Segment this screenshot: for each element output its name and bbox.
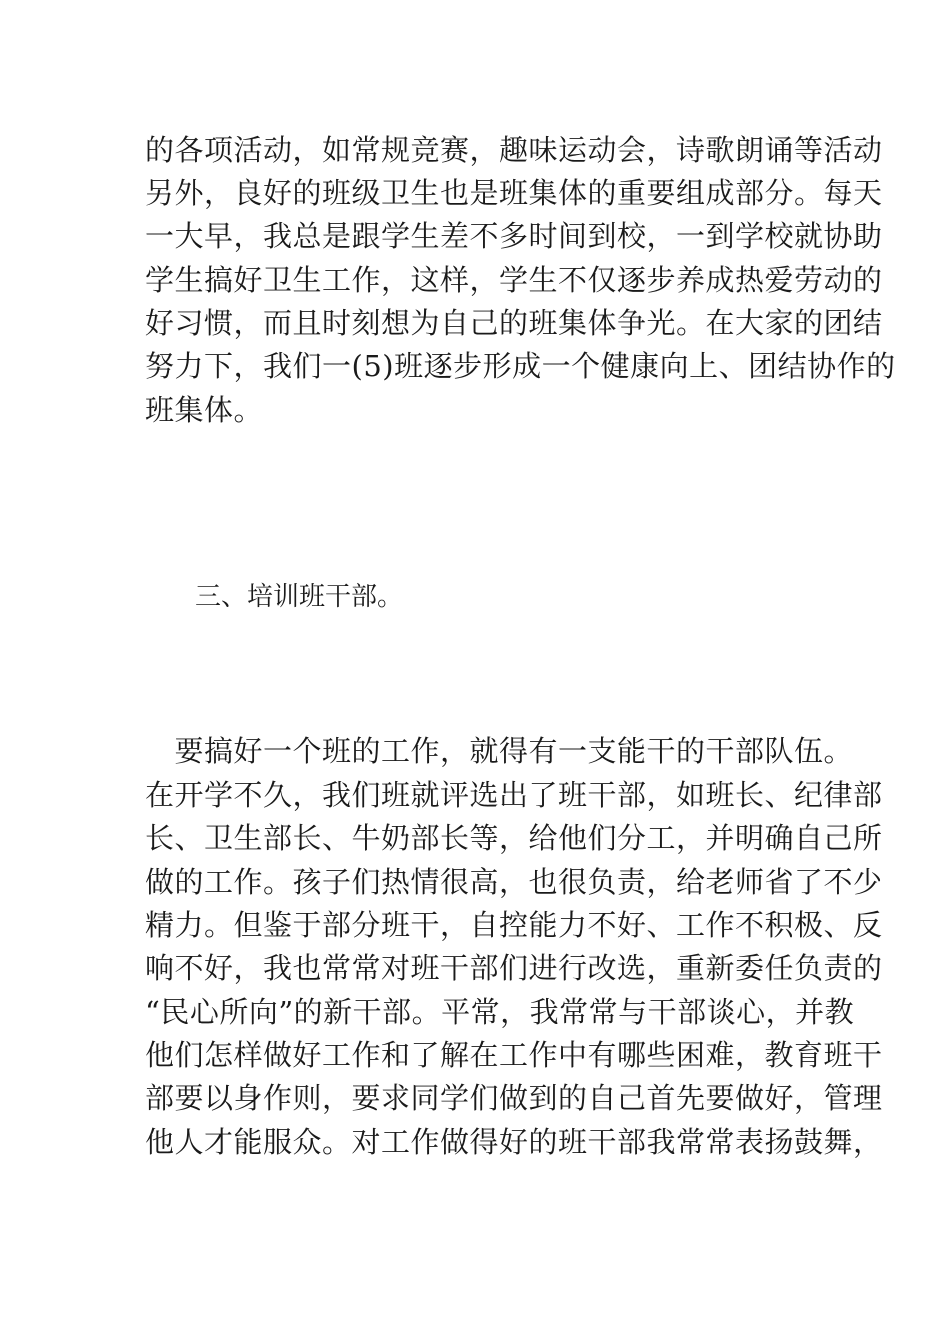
- paragraph-1-line-1: 的各项活动，如常规竞赛，趣味运动会，诗歌朗诵等活动: [145, 133, 883, 167]
- paragraph-2-line-10: 他人才能服众。对工作做得好的班干部我常常表扬鼓舞，: [145, 1125, 883, 1159]
- paragraph-1-line-4: 学生搞好卫生工作，这样，学生不仅逐步养成热爱劳动的: [145, 263, 883, 297]
- paragraph-1-line-3: 一大早，我总是跟学生差不多时间到校，一到学校就协助: [145, 219, 883, 253]
- paragraph-2-line-5: 精力。但鉴于部分班干，自控能力不好、工作不积极、反: [145, 908, 883, 942]
- paragraph-2-line-3: 长、卫生部长、牛奶部长等，给他们分工，并明确自己所: [145, 821, 883, 855]
- paragraph-1-line-7: 班集体。: [145, 393, 264, 427]
- paragraph-1-line-5: 好习惯，而且时刻想为自己的班集体争光。在大家的团结: [145, 306, 883, 340]
- paragraph-2-line-4: 做的工作。孩子们热情很高，也很负责，给老师省了不少: [145, 865, 883, 899]
- paragraph-1-line-2: 另外，良好的班级卫生也是班集体的重要组成部分。每天: [145, 176, 883, 210]
- paragraph-2-line-9: 部要以身作则，要求同学们做到的自己首先要做好，管理: [145, 1081, 883, 1115]
- paragraph-2-line-7: “民心所向”的新干部。平常，我常常与干部谈心，并教: [145, 995, 855, 1029]
- paragraph-1-line-6: 努力下，我们一(5)班逐步形成一个健康向上、团结协作的: [145, 349, 896, 383]
- paragraph-2-line-1: 要搞好一个班的工作，就得有一支能干的干部队伍。: [145, 734, 854, 768]
- paragraph-2-line-8: 他们怎样做好工作和了解在工作中有哪些困难，教育班干: [145, 1038, 883, 1072]
- paragraph-2-line-2: 在开学不久，我们班就评选出了班干部，如班长、纪律部: [145, 778, 883, 812]
- paragraph-2-line-6: 响不好，我也常常对班干部们进行改选，重新委任负责的: [145, 951, 883, 985]
- section-heading: 三、培训班干部。: [195, 582, 404, 612]
